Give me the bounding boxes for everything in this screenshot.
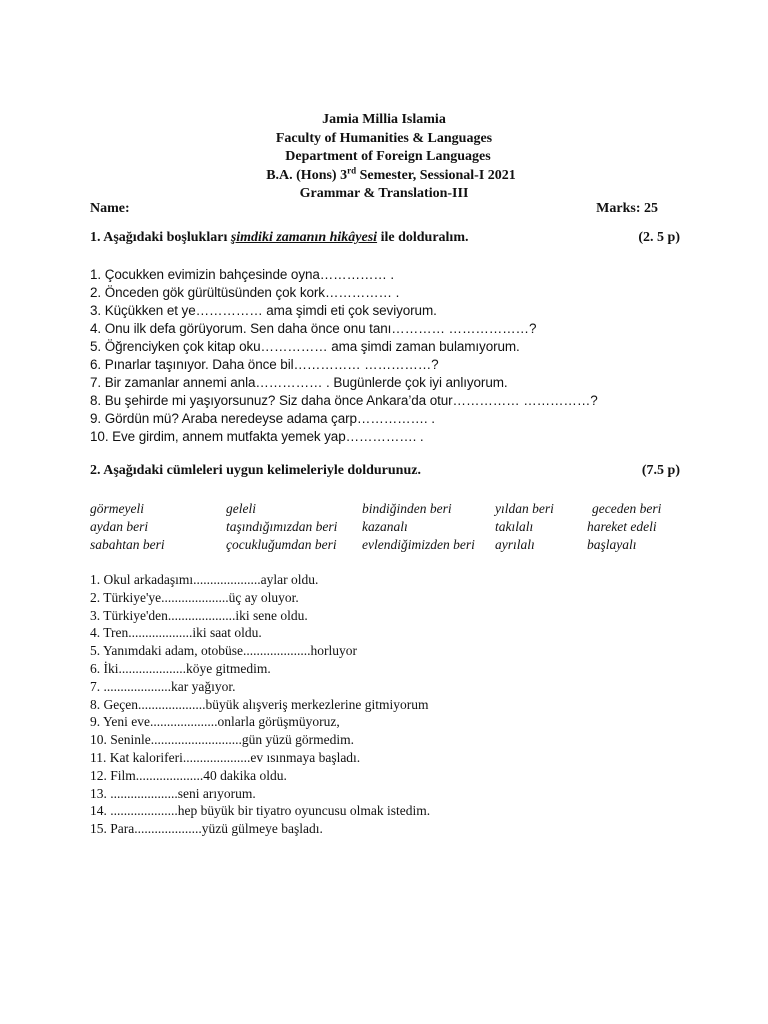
list-item: 6. İki....................köye gitmedim. [90, 660, 271, 676]
list-item: 9. Gördün mü? Araba neredeyse adama çarp……………. . [90, 411, 435, 426]
list-item: 5. Yanımdaki adam, otobüse....................horluyor [90, 643, 357, 659]
list-item: 11. Kat kaloriferi....................ev ısınmaya başladı. [90, 749, 361, 765]
list-item: 10. Seninle...........................gün yüzü görmedim. [90, 732, 354, 748]
department-name: Department of Foreign Languages [285, 149, 491, 164]
word-bank-word: başlayalı [587, 537, 637, 552]
course-name: Grammar & Translation-III [299, 186, 469, 201]
list-item: 10. Eve girdim, annem mutfakta yemek yap……………. . [90, 429, 424, 444]
list-item: 8. Geçen....................büyük alışveriş merkezlerine gitmiyorum [90, 696, 429, 712]
faculty-name: Faculty of Humanities & Languages [275, 130, 493, 146]
list-item: 3. Küçükken et ye…………… ama şimdi eti çok seviyorum. [90, 303, 437, 318]
word-bank-word: geceden beri [592, 501, 662, 516]
section1-title [90, 230, 680, 246]
word-bank [90, 500, 690, 554]
semester-ordinal: rd [347, 164, 357, 175]
section1-list [90, 266, 598, 446]
list-item: 7. ....................kar yağıyor. [90, 678, 236, 694]
semester-line [0, 164, 768, 186]
list-item: 1. Çocukken evimizin bahçesinde oyna…………… . [90, 267, 395, 282]
word-bank-word: yıldan beri [495, 501, 554, 516]
word-bank-word: takılalı [495, 519, 534, 534]
section1-points: (2. 5 p) [638, 230, 680, 245]
marks-label: Marks: 25 [596, 201, 658, 216]
exam-header [0, 111, 768, 204]
university-name: Jamia Millia Islamia [322, 112, 446, 127]
word-bank-word: kazanalı [362, 519, 408, 534]
word-bank-row [90, 518, 690, 536]
section2-title-text: 2. Aşağıdaki cümleleri uygun kelimeleriyle doldurunuz. [90, 463, 421, 478]
word-bank-word: sabahtan beri [90, 537, 165, 552]
name-label: Name: [90, 201, 130, 216]
word-bank-word: geleli [226, 501, 256, 516]
list-item: 12. Film....................40 dakika oldu. [90, 767, 287, 783]
list-item: 4. Tren...................iki saat oldu. [90, 625, 262, 641]
word-bank-word: bindiğinden beri [362, 501, 452, 516]
word-bank-word: evlendiğimizden beri [362, 537, 475, 552]
section1-prefix: 1. Aşağıdaki boşlukları [90, 230, 231, 245]
list-item: 14. ....................hep büyük bir tiyatro oyuncusu olmak istedim. [90, 803, 431, 819]
word-bank-word: görmeyeli [90, 501, 144, 516]
section1-suffix: ile dolduralım. [377, 230, 469, 245]
word-bank-row [90, 500, 690, 518]
word-bank-word: çocukluğumdan beri [226, 537, 337, 552]
list-item: 5. Öğrenciyken çok kitap oku…………… ama şimdi zaman bulamıyorum. [90, 339, 520, 354]
section2-list [90, 571, 430, 838]
list-item: 7. Bir zamanlar annemi anla…………… . Bugünlerde çok iyi anlıyorum. [90, 375, 508, 390]
word-bank-word: hareket edeli [587, 519, 657, 534]
word-bank-word: ayrılalı [495, 537, 535, 552]
section2-title [90, 463, 680, 479]
list-item: 2. Önceden gök gürültüsünden çok kork…………… . [90, 285, 400, 300]
semester-text: B.A. (Hons) 3 [266, 167, 348, 183]
list-item: 8. Bu şehirde mi yaşıyorsunuz? Siz daha önce Ankara’da otur…………… ……………? [90, 393, 598, 408]
word-bank-word: taşındığımızdan beri [226, 519, 338, 534]
list-item: 9. Yeni eve....................onlarla görüşmüyoruz, [90, 714, 340, 730]
list-item: 1. Okul arkadaşımı....................aylar oldu. [90, 572, 319, 587]
list-item: 6. Pınarlar taşınıyor. Daha önce bil…………… ……………? [90, 357, 439, 372]
section1-emphasis: şimdiki zamanın hikâyesi [230, 230, 378, 245]
list-item: 2. Türkiye'ye....................üç ay oluyor. [90, 589, 299, 605]
word-bank-word: aydan beri [90, 519, 149, 534]
semester-session: Semester, Sessional-I 2021 [356, 167, 516, 183]
section2-points: (7.5 p) [641, 463, 680, 478]
list-item: 3. Türkiye'den....................iki sene oldu. [90, 607, 308, 623]
list-item: 15. Para....................yüzü gülmeye başladı. [90, 821, 323, 837]
word-bank-row [90, 536, 690, 554]
list-item: 4. Onu ilk defa görüyorum. Sen daha önce onu tanı………… ………………? [90, 321, 537, 336]
name-marks-row [90, 201, 680, 217]
list-item: 13. ....................seni arıyorum. [90, 785, 256, 801]
